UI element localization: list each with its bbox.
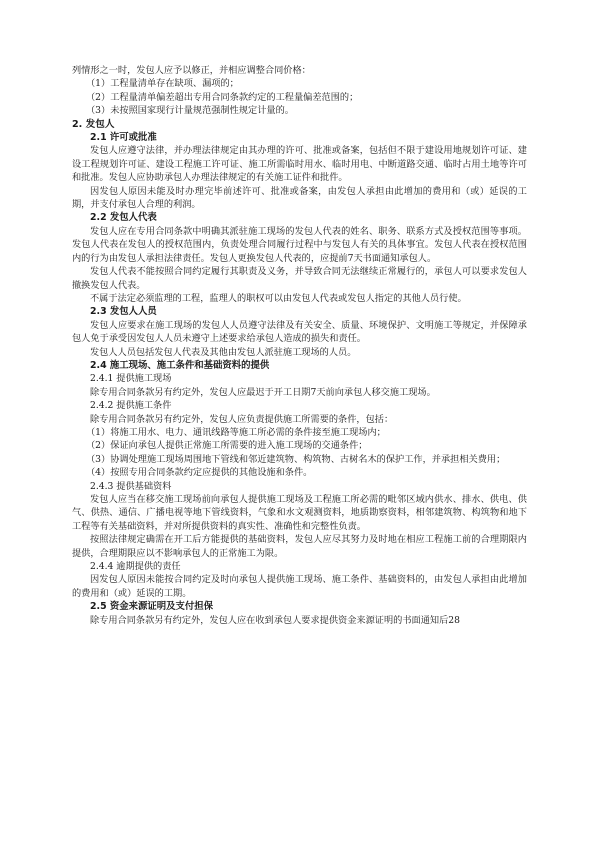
section-heading: 2. 发包人 [72, 118, 115, 130]
paragraph: 因发包人原因未能及时办理完毕前述许可、批准或备案，由发包人承担由此增加的费用和（或）延误的工期，并支付承包人合理的利润。 [72, 185, 527, 211]
document-page [72, 64, 527, 627]
paragraph: 按照法律规定确需在开工后方能提供的基础资料，发包人应尽其努力及时地在相应工程施工前的合理期限内提供，合理期限应以不影响承包人的正常施工为限。 [72, 534, 527, 559]
paragraph: 除专用合同条款另有约定外，发包人应负责提供施工所需要的条件，包括： [90, 413, 394, 425]
subsubsection-heading: 2.4.2 提供施工条件 [90, 400, 172, 412]
subsection-heading: 2.4 施工现场、施工条件和基础资料的提供 [90, 359, 270, 371]
subsection-heading: 2.2 发包人代表 [90, 212, 157, 224]
list-item: （1）将施工用水、电力、通讯线路等施工所必需的条件接至施工现场内； [86, 426, 386, 438]
paragraph: 除专用合同条款另有约定外，发包人应在收到承包人要求提供资金来源证明的书面通知后28 [90, 614, 461, 626]
subsubsection-heading: 2.4.1 提供施工现场 [90, 373, 172, 385]
list-item: （3）协调处理施工现场周围地下管线和邻近建筑物、构筑物、古树名木的保护工作，并承担相关费用； [86, 453, 506, 465]
paragraph: 发包人代表不能按照合同约定履行其职责及义务，并导致合同无法继续正常履行的，承包人可以要求发包人撤换发包人代表。 [72, 266, 527, 291]
paragraph: 因发包人原因未能按合同约定及时向承包人提供施工现场、施工条件、基础资料的，由发包人承担由此增加的费用和（或）延误的工期。 [72, 574, 527, 599]
paragraph: 发包人应当在移交施工现场前向承包人提供施工现场及工程施工所必需的毗邻区域内供水、排水、供电、供气、供热、通信、广播电视等地下管线资料，气象和水文观测资料，地质勘察资料，相邻建筑物、构筑物和地下工程等有关基础资料，并对所提供资料的真实性、准确性和完整性负责。 [72, 494, 527, 532]
paragraph: 发包人人员包括发包人代表及其他由发包人派驻施工现场的人员。 [90, 346, 357, 358]
paragraph: 列情形之一时，发包人应予以修正，并相应调整合同价格： [72, 65, 311, 76]
list-item: （2）保证向承包人提供正常施工所需要的进入施工现场的交通条件； [86, 440, 368, 452]
subsection-heading: 2.5 资金来源证明及支付担保 [90, 601, 213, 613]
list-item: （4）按照专用合同条款约定应提供的其他设施和条件。 [86, 467, 313, 479]
list-item: （1）工程量清单存在缺项、漏项的； [86, 78, 239, 90]
subsection-heading: 2.1 许可或批准 [90, 132, 157, 144]
list-item: （3）未按照国家现行计量规范强制性规定计量的。 [86, 105, 294, 117]
paragraph: 发包人应遵守法律，并办理法律规定由其办理的许可、批准或备案，包括但不限于建设用地规划许可证、建设工程规划许可证、建设工程施工许可证、施工所需临时用水、临时用电、中断道路交通、临时占用土地等许可和批准。发包人应协助承包人办理法律规定的有关施工证件和批件。 [72, 145, 527, 184]
paragraph: 不属于法定必须监理的工程，监理人的职权可以由发包人代表或发包人指定的其他人员行使。 [90, 292, 467, 304]
list-item: （2）工程量清单偏差超出专用合同条款约定的工程量偏差范围的； [86, 91, 359, 103]
paragraph: 发包人应要求在施工现场的发包人人员遵守法律及有关安全、质量、环境保护、文明施工等规定，并保障承包人免于承受因发包人人员未遵守上述要求给承包人造成的损失和责任。 [72, 319, 527, 345]
subsubsection-heading: 2.4.4 逾期提供的责任 [90, 561, 181, 573]
subsubsection-heading: 2.4.3 提供基础资料 [90, 480, 172, 492]
subsection-heading: 2.3 发包人人员 [90, 306, 157, 318]
paragraph: 发包人应在专用合同条款中明确其派驻施工现场的发包人代表的姓名、职务、联系方式及授权范围等事项。发包人代表在发包人的授权范围内，负责处理合同履行过程中与发包人有关的具体事宜。发包人代表在授权范围内的行为由发包人承担法律责任。发包人更换发包人代表的，应提前7天书面通知承包人。 [72, 225, 527, 264]
paragraph: 除专用合同条款另有约定外，发包人应最迟于开工日期7天前向承包人移交施工现场。 [90, 386, 436, 398]
